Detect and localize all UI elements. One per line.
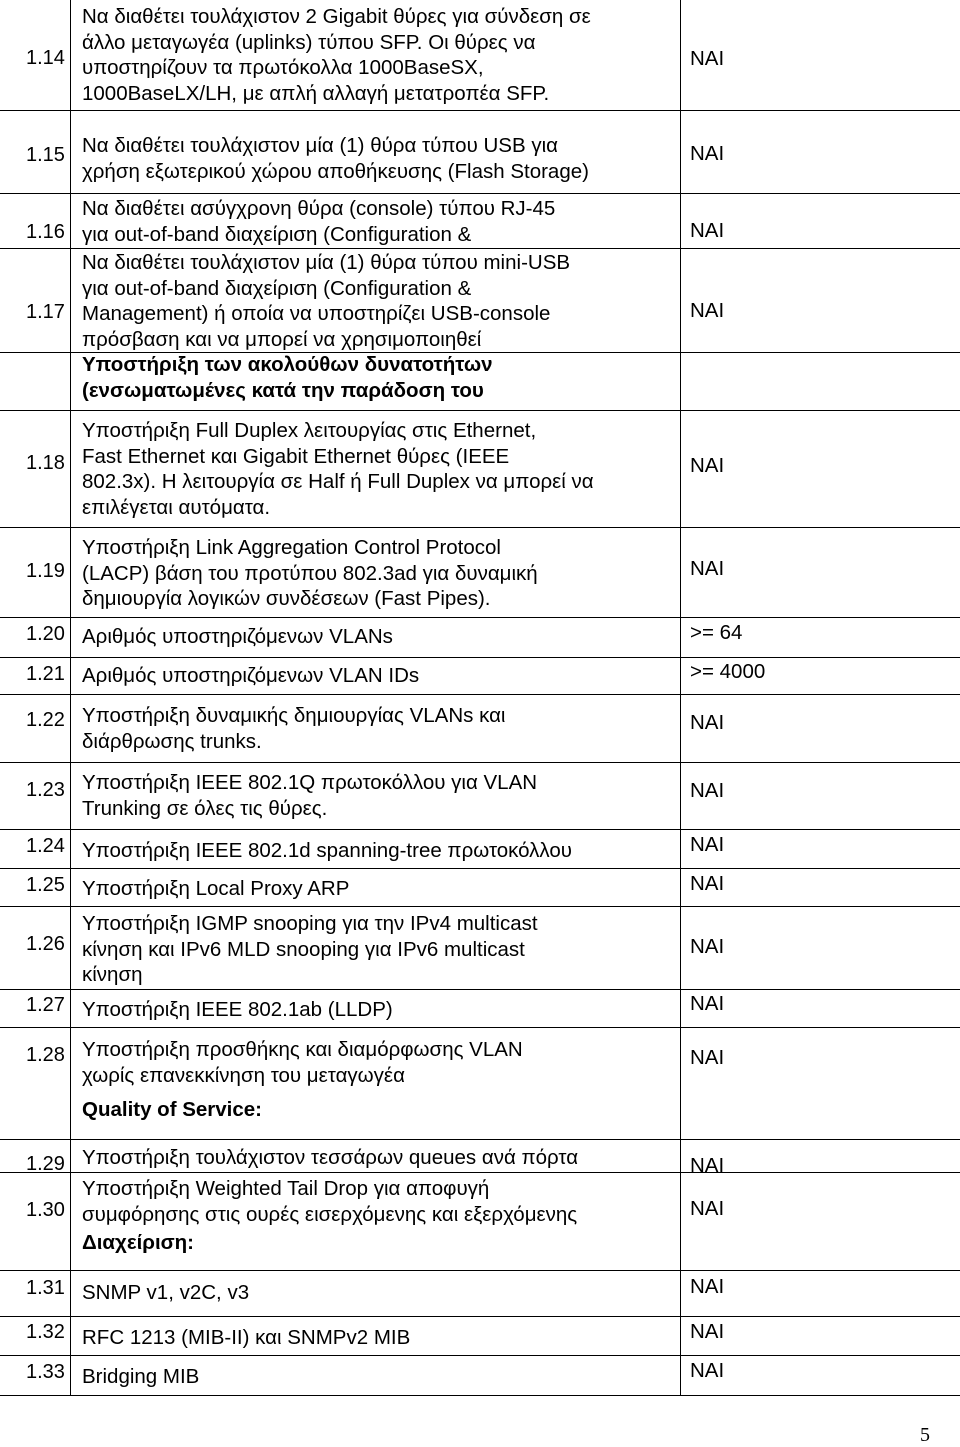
description-line: Υποστήριξη δυναμικής δημιουργίας VLANs και <box>82 704 506 727</box>
row-divider <box>0 1355 960 1356</box>
description-line: Υποστήριξη IEEE 802.1ab (LLDP) <box>82 998 393 1021</box>
description-line: Fast Ethernet και Gigabit Ethernet θύρες (IEEE <box>82 444 510 468</box>
description-line: Αριθμός υποστηριζόμενων VLANs <box>82 625 393 648</box>
item-description <box>82 1364 674 1390</box>
description-line: Management) ή οποία να υποστηρίζει USB-console <box>82 302 551 326</box>
description-line: Υποστήριξη IGMP snooping για την IPv4 multicast <box>82 912 538 935</box>
description-line: για out-of-band διαχείριση (Configuration & <box>82 222 472 246</box>
compliance-answer: ΝΑΙ <box>690 1275 725 1298</box>
description-line: Υποστήριξη IEEE 802.1d spanning-tree πρωτοκόλλου <box>82 839 572 862</box>
page-number: 5 <box>920 1424 930 1446</box>
compliance-answer: ΝΑΙ <box>690 935 725 958</box>
item-description <box>82 418 674 520</box>
compliance-answer: ΝΑΙ <box>690 833 725 856</box>
row-divider <box>0 527 960 528</box>
description-line: Trunking σε όλες τις θύρες. <box>82 796 328 820</box>
description-line: Υποστήριξη IEEE 802.1Q πρωτοκόλλου για VLAN <box>82 771 538 794</box>
item-number: 1.30 <box>26 1199 65 1221</box>
description-line: Υποστήριξη Local Proxy ARP <box>82 877 350 900</box>
section-heading <box>82 1097 674 1123</box>
compliance-answer: ΝΑΙ <box>690 1359 725 1382</box>
item-description <box>82 997 674 1023</box>
item-description <box>82 624 674 650</box>
row-divider <box>0 762 960 763</box>
item-number: 1.14 <box>26 47 65 69</box>
row-divider <box>0 410 960 411</box>
item-number: 1.25 <box>26 874 65 896</box>
description-line: Διαχείριση: <box>82 1231 195 1254</box>
description-line: κίνηση και IPv6 MLD snooping για IPv6 multicast <box>82 937 525 961</box>
item-number: 1.19 <box>26 560 65 582</box>
description-line: Υποστήριξη Full Duplex λειτουργίας στις Ethernet, <box>82 419 537 442</box>
item-description <box>82 770 674 821</box>
description-line: άλλο μεταγωγέα (uplinks) τύπου SFP. Οι θύρες να <box>82 30 536 54</box>
item-number: 1.24 <box>26 835 65 857</box>
description-line: 802.3x). Η λειτουργία σε Half ή Full Duplex να μπορεί να <box>82 470 594 494</box>
item-description <box>82 876 674 902</box>
row-divider <box>0 1270 960 1271</box>
description-line: Αριθμός υποστηριζόμενων VLAN IDs <box>82 664 420 687</box>
description-line: 1000BaseLX/LH, με απλή αλλαγή μετατροπέα SFP. <box>82 81 550 105</box>
description-line: υποστηρίζουν τα πρωτόκολλα 1000BaseSX, <box>82 56 484 80</box>
item-description <box>82 1145 674 1171</box>
compliance-answer: ΝΑΙ <box>690 454 725 477</box>
compliance-answer: ΝΑΙ <box>690 779 725 802</box>
row-divider <box>0 617 960 618</box>
description-line: δημιουργία λογικών συνδέσεων (Fast Pipes). <box>82 587 491 611</box>
item-description <box>82 196 674 247</box>
item-description <box>82 1037 674 1088</box>
description-line: συμφόρησης στις ουρές εισερχόμενης και εξερχόμενης <box>82 1202 578 1226</box>
item-description <box>82 250 674 352</box>
item-number: 1.16 <box>26 221 65 243</box>
item-number: 1.21 <box>26 663 65 685</box>
compliance-answer: >= 64 <box>690 621 743 644</box>
description-line: διάρθρωσης trunks. <box>82 729 262 753</box>
description-line: Υποστήριξη Link Aggregation Control Protocol <box>82 536 501 559</box>
item-number: 1.29 <box>26 1153 65 1175</box>
description-line: χρήση εξωτερικού χώρου αποθήκευσης (Flash Storage) <box>82 159 589 183</box>
compliance-answer: ΝΑΙ <box>690 219 725 242</box>
item-description <box>82 1176 674 1227</box>
row-divider <box>0 110 960 111</box>
description-line: κίνηση <box>82 963 143 987</box>
description-line: Bridging MIB <box>82 1365 200 1388</box>
description-line: επιλέγεται αυτόματα. <box>82 495 271 519</box>
item-number: 1.28 <box>26 1044 65 1066</box>
compliance-answer: ΝΑΙ <box>690 299 725 322</box>
item-number: 1.20 <box>26 623 65 645</box>
compliance-answer: ΝΑΙ <box>690 557 725 580</box>
description-line: Υποστήριξη προσθήκης και διαμόρφωσης VLAN <box>82 1038 523 1061</box>
description-line: (ενσωματωμένες κατά την παράδοση του <box>82 378 484 402</box>
description-line: Να διαθέτει ασύγχρονη θύρα (console) τύπου RJ-45 <box>82 197 556 220</box>
item-number: 1.22 <box>26 709 65 731</box>
row-divider <box>0 1139 960 1140</box>
section-heading <box>82 352 674 403</box>
description-line: (LACP) βάση του προτύπου 802.3ad για δυναμική <box>82 561 538 585</box>
item-number: 1.33 <box>26 1361 65 1383</box>
description-line: πρόσβαση και να μπορεί να χρησιμοποιηθεί <box>82 327 482 351</box>
compliance-answer: ΝΑΙ <box>690 872 725 895</box>
item-number: 1.17 <box>26 301 65 323</box>
item-description <box>82 703 674 754</box>
item-description <box>82 535 674 612</box>
description-line: Quality of Service: <box>82 1098 263 1121</box>
description-line: Υποστήριξη τουλάχιστον τεσσάρων queues ανά πόρτα <box>82 1146 579 1169</box>
row-divider <box>0 1172 960 1173</box>
compliance-answer: ΝΑΙ <box>690 1320 725 1343</box>
description-line: Να διαθέτει τουλάχιστον μία (1) θύρα τύπου mini-USB <box>82 251 571 274</box>
compliance-answer: ΝΑΙ <box>690 47 725 70</box>
row-divider <box>0 1395 960 1396</box>
item-number: 1.27 <box>26 994 65 1016</box>
description-line: Να διαθέτει τουλάχιστον 2 Gigabit θύρες για σύνδεση σε <box>82 5 591 28</box>
row-divider <box>0 248 960 249</box>
compliance-answer: ΝΑΙ <box>690 1154 725 1177</box>
row-divider <box>0 906 960 907</box>
description-line: Να διαθέτει τουλάχιστον μία (1) θύρα τύπου USB για <box>82 134 558 157</box>
description-line: για out-of-band διαχείριση (Configuration & <box>82 276 472 300</box>
answer-column-divider <box>680 0 681 1395</box>
row-divider <box>0 694 960 695</box>
number-column-divider <box>70 0 71 1395</box>
compliance-answer: ΝΑΙ <box>690 1197 725 1220</box>
row-divider <box>0 1316 960 1317</box>
item-description <box>82 4 674 106</box>
item-description <box>82 133 674 184</box>
row-divider <box>0 1027 960 1028</box>
compliance-answer: ΝΑΙ <box>690 992 725 1015</box>
row-divider <box>0 193 960 194</box>
description-line: Υποστήριξη Weighted Tail Drop για αποφυγή <box>82 1177 490 1200</box>
description-line: Υποστήριξη των ακολούθων δυνατοτήτων <box>82 353 493 376</box>
item-number: 1.32 <box>26 1321 65 1343</box>
section-heading <box>82 1230 674 1256</box>
row-divider <box>0 868 960 869</box>
compliance-answer: ΝΑΙ <box>690 711 725 734</box>
item-description <box>82 1280 674 1306</box>
item-number: 1.31 <box>26 1277 65 1299</box>
compliance-answer: ΝΑΙ <box>690 1046 725 1069</box>
item-description <box>82 663 674 689</box>
item-number: 1.15 <box>26 144 65 166</box>
row-divider <box>0 989 960 990</box>
row-divider <box>0 657 960 658</box>
row-divider <box>0 829 960 830</box>
item-number: 1.23 <box>26 779 65 801</box>
description-line: RFC 1213 (MIB-II) και SNMPv2 MIB <box>82 1326 411 1349</box>
item-number: 1.18 <box>26 452 65 474</box>
compliance-answer: ΝΑΙ <box>690 142 725 165</box>
description-line: χωρίς επανεκκίνηση του μεταγωγέα <box>82 1063 405 1087</box>
item-description <box>82 911 674 988</box>
item-description <box>82 838 674 864</box>
item-number: 1.26 <box>26 933 65 955</box>
item-description <box>82 1325 674 1351</box>
description-line: SNMP v1, v2C, v3 <box>82 1281 250 1304</box>
compliance-answer: >= 4000 <box>690 660 766 683</box>
